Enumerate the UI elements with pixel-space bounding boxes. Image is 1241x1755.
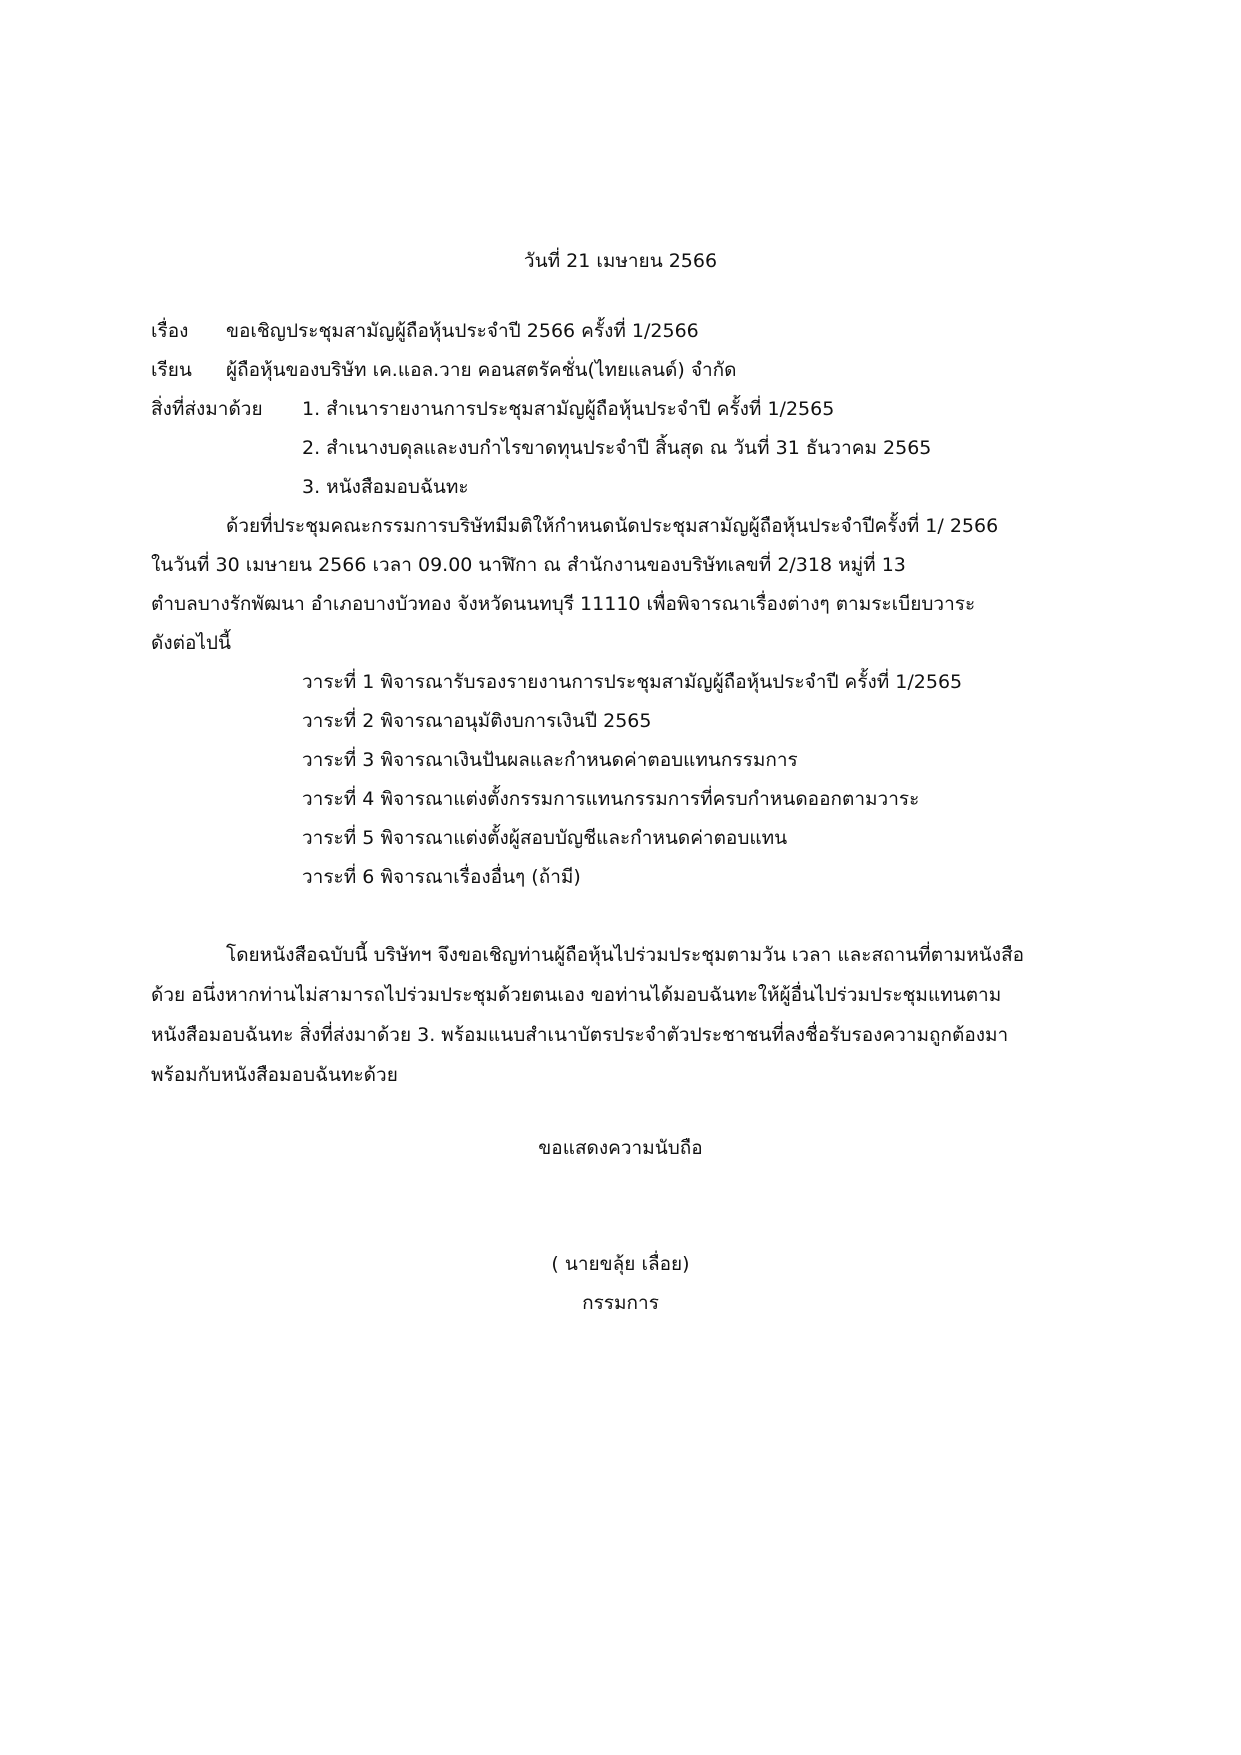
signatory-name: ( นายขลุ้ย เลื่อย) xyxy=(551,1253,690,1275)
attachment-item: 2. สำเนางบดุลและงบกำไรขาดทุนประจำปี สิ้นสุด ณ วันที่ 31 ธันวาคม 2565 xyxy=(302,437,932,459)
recipient-label: เรียน xyxy=(151,359,192,381)
intro-line: ด้วยที่ประชุมคณะกรรมการบริษัทมีมติให้กำหนดนัดประชุมสามัญผู้ถือหุ้นประจำปีครั้งที่ 1/ 2566 xyxy=(226,515,999,537)
closing-line: ด้วย อนึ่งหากท่านไม่สามารถไปร่วมประชุมด้วยตนเอง ขอท่านได้มอบฉันทะให้ผู้อื่นไปร่วมประชุมแทนตาม xyxy=(151,984,1002,1006)
attachment-item: 1. สำเนารายงานการประชุมสามัญผู้ถือหุ้นประจำปี ครั้งที่ 1/2565 xyxy=(302,398,835,420)
intro-line: ตำบลบางรักพัฒนา อำเภอบางบัวทอง จังหวัดนนทบุรี 11110 เพื่อพิจารณาเรื่องต่างๆ ตามระเบียบวาระ xyxy=(151,593,976,615)
intro-line: ดังต่อไปนี้ xyxy=(151,632,231,654)
letter-date: วันที่ 21 เมษายน 2566 xyxy=(523,250,718,272)
signatory-title: กรรมการ xyxy=(582,1292,659,1314)
agenda-item: วาระที่ 6 พิจารณาเรื่องอื่นๆ (ถ้ามี) xyxy=(302,866,581,888)
subject-label: เรื่อง xyxy=(151,320,189,342)
intro-line: ในวันที่ 30 เมษายน 2566 เวลา 09.00 นาฬิกา ณ สำนักงานของบริษัทเลขที่ 2/318 หมู่ที่ 13 xyxy=(151,554,906,576)
regards-text: ขอแสดงความนับถือ xyxy=(538,1137,703,1159)
agenda-item: วาระที่ 2 พิจารณาอนุมัติงบการเงินปี 2565 xyxy=(302,710,652,732)
attachments-label: สิ่งที่ส่งมาด้วย xyxy=(151,398,263,420)
recipient-text: ผู้ถือหุ้นของบริษัท เค.แอล.วาย คอนสตรัคชั่น(ไทยแลนด์) จำกัด xyxy=(226,359,737,381)
subject-text: ขอเชิญประชุมสามัญผู้ถือหุ้นประจำปี 2566 ครั้งที่ 1/2566 xyxy=(226,320,699,342)
closing-line: พร้อมกับหนังสือมอบฉันทะด้วย xyxy=(151,1064,398,1086)
agenda-item: วาระที่ 4 พิจารณาแต่งตั้งกรรมการแทนกรรมการที่ครบกำหนดออกตามวาระ xyxy=(302,788,920,810)
closing-line: หนังสือมอบฉันทะ สิ่งที่ส่งมาด้วย 3. พร้อมแนบสำเนาบัตรประจำตัวประชาชนที่ลงชื่อรับรองความถูกต้องมา xyxy=(151,1024,1009,1046)
attachment-item: 3. หนังสือมอบฉันทะ xyxy=(302,476,469,498)
agenda-item: วาระที่ 1 พิจารณารับรองรายงานการประชุมสามัญผู้ถือหุ้นประจำปี ครั้งที่ 1/2565 xyxy=(302,671,963,693)
closing-line: โดยหนังสือฉบับนี้ บริษัทฯ จึงขอเชิญท่านผู้ถือหุ้นไปร่วมประชุมตามวัน เวลา และสถานที่ตามหนังสือ xyxy=(226,944,1025,966)
agenda-item: วาระที่ 5 พิจารณาแต่งตั้งผู้สอบบัญชีและกำหนดค่าตอบแทน xyxy=(302,827,788,849)
agenda-item: วาระที่ 3 พิจารณาเงินปันผลและกำหนดค่าตอบแทนกรรมการ xyxy=(302,749,798,771)
